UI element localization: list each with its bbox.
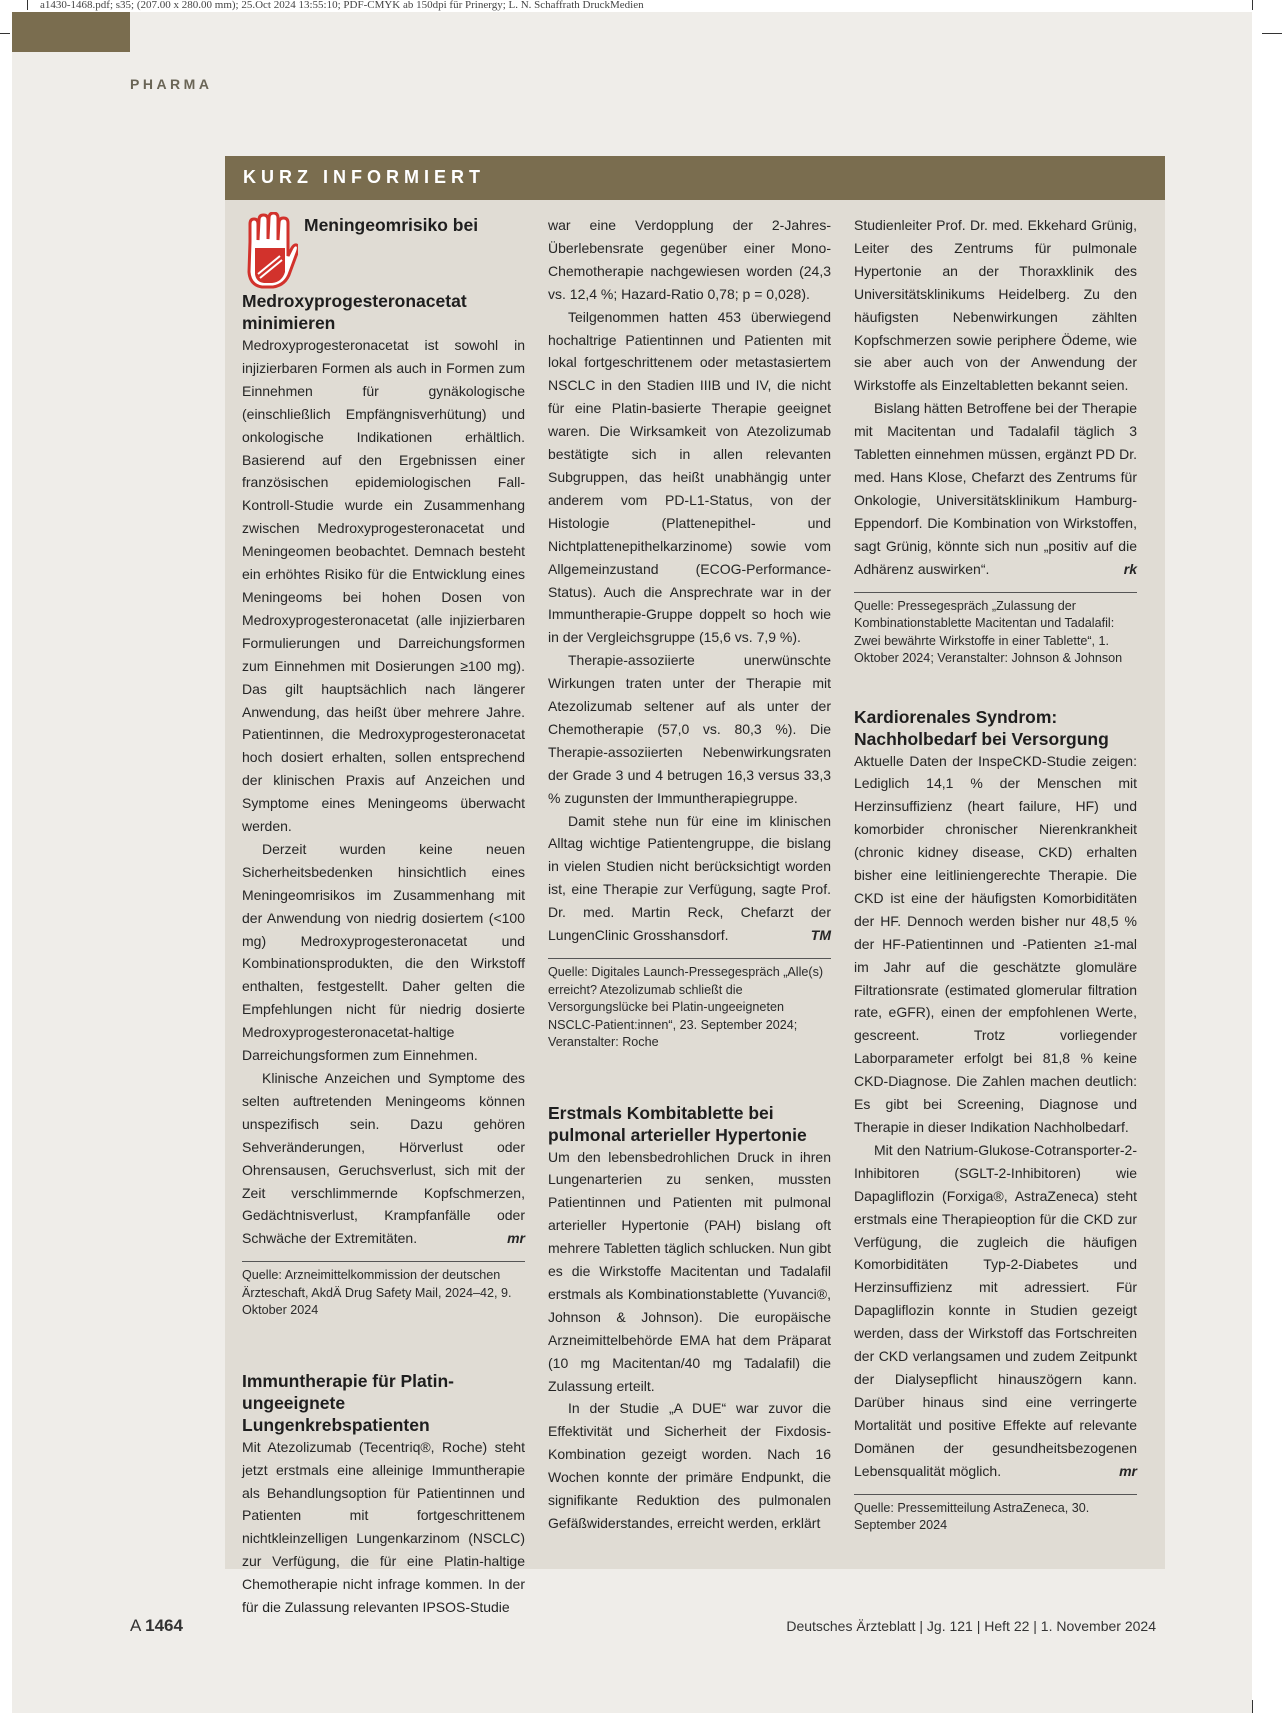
section-label: PHARMA bbox=[130, 76, 213, 92]
article-2-paragraph: war eine Verdopplung der 2-Jahres-Überlebensrate gegenüber einer Mono-Chemotherapie nachgewiesen worden (24,3 vs. 12,4 %; Hazard-Ratio 0,78; p = 0,028). bbox=[548, 217, 831, 302]
spacer bbox=[854, 668, 1137, 706]
article-3-paragraph: Studienleiter Prof. Dr. med. Ekkehard Grünig, Leiter des Zentrums für pulmonale Hypertonie an der Thoraxklinik des Universitätsklinikums Heidelberg. Zu den häufigsten Nebenwirkungen zählten Kopfschmerzen sowie periphere Ödeme, wie sie aber auch von der Anwendung der Wirkstoffe als Einzeltabletten bekannt seien. bbox=[854, 217, 1137, 394]
article-4-paragraph: Aktuelle Daten der InspeCKD-Studie zeigen: Lediglich 14,1 % der Menschen mit Herzinsuffizienz (heart failure, HF) und komorbider chronischer Nierenkrankheit (chronic kidney disease, CKD) erhalten bisher eine leitliniengerechte Therapie. Die CKD ist eine der häufigsten Komorbiditäten der HF. Dennoch werden bisher nur 48,5 % der HF-Patientinnen und -Patienten ≥1-mal im Jahr auf die geschätzte glomuläre Filtrationsrate (estimated glomerular filtration rate, eGFR), einen der empfohlenen Werte, gescreent. Trotz vorliegender Laborparameter erfolgt bei 81,8 % keine CKD-Diagnose. Die Zahlen machen deutlich: Es gibt bei Screening, Diagnose und Therapie in dieser Indikation Nachholbedarf. bbox=[854, 752, 1137, 1135]
column-1 bbox=[242, 214, 525, 1619]
column-3 bbox=[854, 214, 1137, 1535]
news-box bbox=[225, 156, 1165, 1616]
article-1-paragraph: Derzeit wurden keine neuen Sicherheitsbedenken hinsichtlich eines Meningeomrisikos im Zusammenhang mit der Anwendung von niedrig dosiertem (<100 mg) Medroxyprogesteronacetat und Kombinationsprodukten, die den Wirkstoff enthalten, festgestellt. Daher gelten die Empfehlungen nicht für niedrig dosierte Medroxyprogesteronacetat-haltige Darreichungsformen zum Einnehmen. bbox=[242, 840, 525, 1064]
article-3-paragraph: Um den lebensbedrohlichen Druck in ihren Lungenarterien zu senken, mussten Patientinnen und Patienten mit pulmonal arterieller Hypertonie (PAH) bislang oft mehrere Tabletten täglich schlucken. Nun gibt es die Wirkstoffe Macitentan und Tadalafil erstmals als Kombinationstablette (Yuvanci®, Johnson & Johnson). Die europäische Arzneimittelbehörde EMA hat dem Präparat (10 mg Macitentan/40 mg Tadalafil) die Zulassung erteilt. bbox=[548, 1148, 832, 1394]
box-header bbox=[225, 156, 1165, 200]
article-4-title: Kardiorenales Syndrom: Nachholbedarf bei Versorgung bbox=[854, 706, 1109, 749]
warning-hand-icon bbox=[240, 212, 298, 290]
page bbox=[12, 12, 1252, 1713]
article-2-paragraph: Teilgenommen hatten 453 überwiegend hochaltrige Patientinnen und Patienten mit lokal fortgeschrittenem oder metastasiertem NSCLC in den Stadien IIIB und IV, die nicht für eine Platin-basierte Therapie geeignet waren. Die Wirksamkeit von Atezolizumab bestätigte sich in allen relevanten Subgruppen, das heißt unabhängig unter anderem vom PD-L1-Status, von der Histologie (Plattenepithel- und Nichtplattenepithelkarzinome) sowie vom Allgemeinzustand (ECOG-Performance-Status). Auch die Ansprechrate war in der Immuntherapie-Gruppe doppelt so hoch wie in der Vergleichsgruppe (15,6 vs. 7,9 %). bbox=[548, 308, 831, 646]
article-2-title: Immuntherapie für Platin-ungeeignete Lungenkrebspatienten bbox=[242, 1370, 454, 1435]
column-2 bbox=[548, 214, 831, 1535]
article-2-source: Quelle: Digitales Launch-Pressegespräch „Alle(s) erreicht? Atezolizumab schließt die Versorgungslücke bei Platin-ungeeigneten NSCLC-Patient:innen“, 23. September 2024; Veranstalter: Roche bbox=[548, 958, 831, 1052]
crop-mark bbox=[1252, 1700, 1253, 1713]
article-3-signature: rk bbox=[1123, 560, 1137, 577]
box-title: KURZ INFORMIERT bbox=[243, 167, 485, 187]
article-3-paragraph: Bislang hätten Betroffene bei der Therapie mit Macitentan und Tadalafil täglich 3 Tabletten einnehmen müssen, ergänzt PD Dr. med. Hans Klose, Chefarzt des Zentrums für Onkologie, Universitätsklinikum Hamburg-Eppendorf. Die Kombination von Wirkstoffen, sagt Grünig, könnte sich nun „positiv auf die Adhärenz auswirken“. rk bbox=[854, 397, 1137, 580]
article-3-paragraph: In der Studie „A DUE“ war zuvor die Effektivität und Sicherheit der Fixdosis-Kombination gezeigt worden. Nach 16 Wochen konnte der primäre Endpunkt, die signifikante Reduktion des pulmonalen Gefäßwiderstandes, erreicht werden, erklärt bbox=[548, 1400, 831, 1531]
crop-mark bbox=[0, 33, 10, 34]
spacer bbox=[548, 1052, 831, 1102]
crop-mark bbox=[1262, 33, 1282, 34]
article-1-title: Meningeomrisiko bei Medroxyprogesteronacetat minimieren bbox=[242, 215, 479, 333]
article-4-source: Quelle: Pressemitteilung AstraZeneca, 30. September 2024 bbox=[854, 1494, 1137, 1535]
crop-mark bbox=[27, 0, 28, 10]
article-2-signature: TM bbox=[810, 927, 831, 944]
article-4-paragraph: Mit den Natrium-Glukose-Cotransporter-2-Inhibitoren (SGLT-2-Inhibitoren) wie Dapagliflozin (Forxiga®, AstraZeneca) steht erstmals eine Therapieoption für die CKD zur Verfügung, die zugleich die häufigen Komorbiditäten Typ-2-Diabetes und Herzinsuffizienz mit adressiert. Für Dapagliflozin konnte in Studien gezeigt werden, dass der Wirkstoff das Fortschreiten der CKD verlangsamen und zudem Zeitpunkt der Dialysepflicht hinauszögern kann. Darüber hinaus sind eine verringerte Mortalität und positive Effekte auf relevante Domänen der gesundheitsbezogenen Lebensqualität möglich. mr bbox=[854, 1139, 1137, 1483]
article-1-paragraph: Klinische Anzeichen und Symptome des selten auftretenden Meningeoms können unspezifisch sein. Dazu gehören Sehveränderungen, Hörverlust oder Ohrensausen, Geruchsverlust, sich mit der Zeit verschlimmernde Kopfschmerzen, Gedächtnisverlust, Krampfanfälle oder Schwäche der Extremitäten. mr bbox=[242, 1067, 525, 1250]
section-tab bbox=[12, 12, 130, 52]
article-2-paragraph: Therapie-assoziierte unerwünschte Wirkungen traten unter der Therapie mit Atezolizumab seltener auf als unter der Chemotherapie (57,0 vs. 80,3 %). Die Therapie-assoziierten Nebenwirkungsraten der Grade 3 und 4 betrugen 16,3 versus 33,3 % zugunsten der Immuntherapiegruppe. bbox=[548, 652, 831, 806]
article-3-title: Erstmals Kombitablette bei pulmonal arterieller Hypertonie bbox=[548, 1102, 807, 1145]
crop-mark bbox=[1252, 0, 1253, 10]
article-1-source: Quelle: Arzneimittelkommission der deutschen Ärzteschaft, AkdÄ Drug Safety Mail, 2024–42, 9. Oktober 2024 bbox=[242, 1261, 525, 1320]
article-1-signature: mr bbox=[507, 1230, 525, 1247]
article-4-signature: mr bbox=[1119, 1462, 1137, 1479]
article-2-paragraph: Damit stehe nun für eine im klinischen Alltag wichtige Patientengruppe, die bislang in vielen Studien nicht berücksichtigt worden ist, eine Therapie zur Verfügung, sagte Prof. Dr. med. Martin Reck, Chefarzt der LungenClinic Grosshansdorf. TM bbox=[548, 810, 831, 947]
article-2-paragraph: Mit Atezolizumab (Tecentriq®, Roche) steht jetzt erstmals eine alleinige Immuntherapie als Behandlungsoption für Patientinnen und Patienten mit fortgeschrittenem nichtkleinzelligen Lungenkarzinom (NSCLC) zur Verfügung, die für eine Platin-haltige Chemotherapie nicht infrage kommen. In der für die Zulassung relevanten IPSOS-Studie bbox=[242, 1438, 525, 1616]
page-number: A 1464 bbox=[130, 1616, 183, 1635]
print-slug: a1430-1468.pdf; s35; (207.00 x 280.00 mm); 25.Oct 2024 13:55:10; PDF-CMYK ab 150dpi für Prinergy; L. N. Schaffrath DruckMedien bbox=[40, 0, 644, 11]
article-1-paragraph: Medroxyprogesteronacetat ist sowohl in injizierbaren Formen als auch in Formen zum Einnehmen für gynäkologische (einschließlich Empfängnisverhütung) und onkologische Indikationen erhältlich. Basierend auf den Ergebnissen einer französischen epidemiologischen Fall-Kontroll-Studie wurde ein Zusammenhang zwischen Medroxyprogesteronacetat und Meningeomen beobachtet. Demnach besteht ein erhöhtes Risiko für die Entwicklung eines Meningeoms bei hohen Dosen von Medroxyprogesteronacetat (alle injizierbaren Formulierungen und Darreichungsformen zum Einnehmen mit Dosierungen ≥100 mg). Das gilt hauptsächlich nach längerer Anwendung, das heißt über mehrere Jahre. Patientinnen, die Medroxyprogesteronacetat hoch dosiert erhalten, sollen entsprechend der klinischen Praxis auf Anzeichen und Symptome eines Meningeoms überwacht werden. bbox=[242, 337, 525, 835]
spacer bbox=[242, 1320, 525, 1370]
journal-info: Deutsches Ärzteblatt | Jg. 121 | Heft 22 | 1. November 2024 bbox=[786, 1618, 1156, 1634]
article-3-source: Quelle: Pressegespräch „Zulassung der Kombinationstablette Macitentan und Tadalafil: Zwei bewährte Wirkstoffe in einer Tablette“, 1. Oktober 2024; Veranstalter: Johnson & Johnson bbox=[854, 592, 1137, 668]
